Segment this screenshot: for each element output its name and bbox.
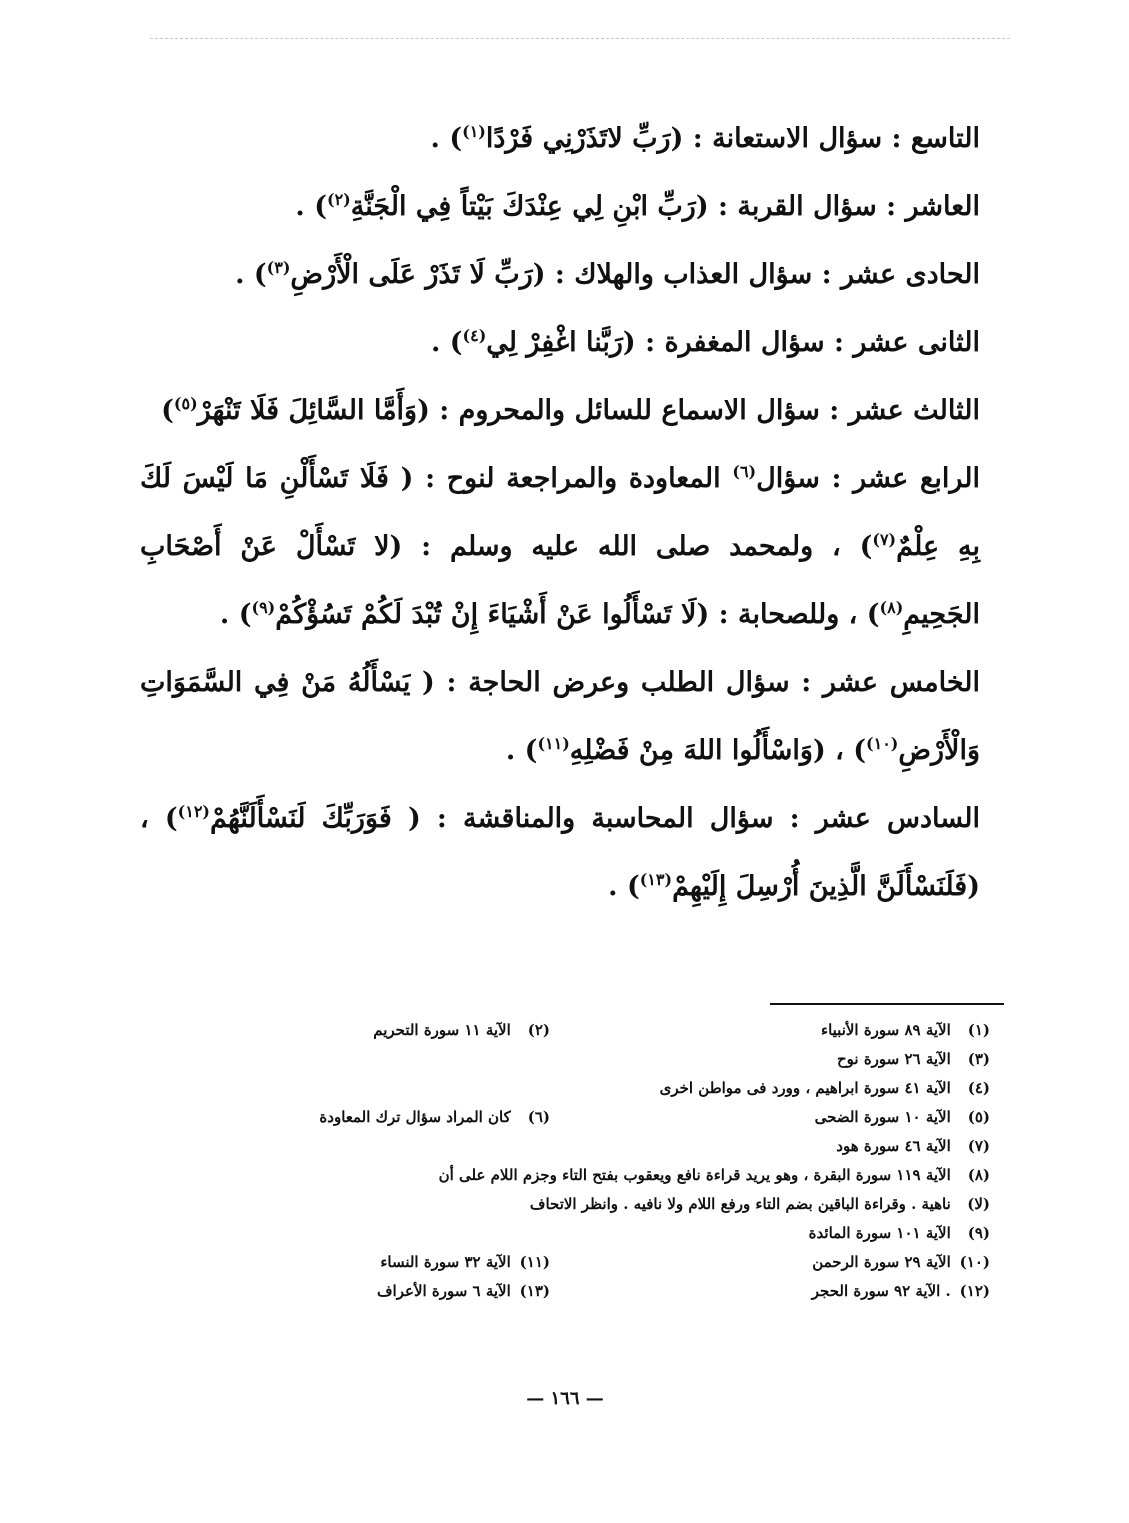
footnote-text: الآية ١١٩ سورة البقرة ، وهو يريد قراءة نافع ويعقوب بفتح التاء وجزم اللام على أن (438, 1166, 951, 1184)
paragraph-text: ) ، وللصحابة : (لَا تَسْأَلُوا عَنْ أَشْيَاءَ إِنْ تُبْدَ لَكُمْ تَسُؤْكُمْ (275, 599, 880, 630)
footnote-text: الآية ٨٩ سورة الأنبياء (821, 1021, 951, 1039)
paragraph-text: الثالث عشر : سؤال الاسماع للسائل والمحروم : (وَأَمَّا السَّائِلَ فَلَا تَنْهَرْ (197, 395, 980, 426)
paragraph-11 (140, 241, 980, 309)
footnote-6 (130, 1103, 550, 1132)
footnote-row (130, 1277, 990, 1306)
footnote-text: كان المراد سؤال ترك المعاودة (319, 1108, 511, 1126)
paragraph-text: الحادى عشر : سؤال العذاب والهلاك : (رَبِّ لَا تَذَرْ عَلَى الْأَرْضِ (290, 259, 980, 290)
footnote-ref: (٢) (327, 190, 351, 209)
footnote-ref: (٨) (879, 598, 904, 617)
footnote-5 (550, 1103, 990, 1132)
footnote-number: (٢) (527, 1021, 550, 1039)
paragraph-text: ) ، (فَلَنَسْأَلَنَّ الَّذِينَ أُرْسِلَ إِلَيْهِمْ (140, 803, 980, 902)
footnote-text: الآية ٢٩ سورة الرحمن (812, 1253, 951, 1271)
footnote-8 (130, 1161, 990, 1190)
footnote-13 (130, 1277, 550, 1306)
paragraph-14 (140, 445, 980, 649)
footnote-ref: (١١) (537, 734, 570, 753)
footnote-12 (550, 1277, 990, 1306)
paragraph-text: الخامس عشر : سؤال الطلب وعرض الحاجة : ( يَسْأَلُهُ مَنْ فِي السَّمَوَاتِ وَالْأَرْضِ (140, 667, 980, 766)
footnote-number: (٩) (967, 1224, 990, 1242)
paragraph-tail: ) . (430, 327, 463, 358)
footnote-ref: (١٢) (177, 802, 210, 821)
footnote-row (130, 1132, 990, 1161)
footnote-ref: (١) (462, 122, 486, 141)
footnote-11 (130, 1248, 550, 1277)
paragraph-tail: ) . (219, 599, 252, 630)
paragraph-tail: ) (161, 395, 174, 426)
footnote-number: (١١) (519, 1253, 550, 1271)
footnote-number: (١) (967, 1021, 990, 1039)
footnote-row (130, 1103, 990, 1132)
paragraph-text: ) ، (وَاسْأَلُوا اللهَ مِنْ فَضْلِهِ (569, 735, 867, 766)
footnote-ref: (٩) (251, 598, 276, 617)
paragraph-text: ) ، ولمحمد صلى الله عليه وسلم : (لا تَسْأَلْ عَنْ أَصْحَابِ الجَحِيمِ (140, 531, 980, 630)
paragraph-15 (140, 649, 980, 785)
footnote-row (130, 1219, 990, 1248)
paragraph-9 (140, 105, 980, 173)
footnote-text: . الآية ٩٢ سورة الحجر (811, 1282, 951, 1300)
paragraph-tail: ) . (295, 191, 327, 222)
paragraph-tail: ) . (608, 871, 640, 902)
footnote-text: الآية ٦ سورة الأعراف (377, 1282, 511, 1300)
top-divider (150, 38, 1010, 39)
footnote-ref: (١٣) (639, 870, 673, 889)
footnote-ref: (٧) (872, 530, 897, 549)
paragraph-tail: ) . (235, 259, 267, 290)
footnote-10 (550, 1248, 990, 1277)
footnote-text: الآية ١٠١ سورة المائدة (808, 1224, 951, 1242)
footnote-ref: (٤) (462, 326, 487, 345)
footnote-3 (550, 1045, 990, 1074)
footnote-text: الآية ١٠ سورة الضحى (814, 1108, 951, 1126)
footnote-number: (٥) (967, 1108, 990, 1126)
paragraph-12 (140, 309, 980, 377)
footnote-4 (130, 1074, 990, 1103)
paragraph-13 (140, 377, 980, 445)
footnote-text: الآية ١١ سورة التحريم (373, 1021, 511, 1039)
footnote-7 (550, 1132, 990, 1161)
footnote-row (130, 1016, 990, 1045)
footnote-ref: (١٠) (866, 734, 899, 753)
main-text (140, 105, 980, 921)
paragraph-text: المعاودة والمراجعة لنوح : ( فَلَا تَسْأَلْنِ مَا لَيْسَ لَكَ بِهِ عِلْمٌ (140, 463, 980, 562)
footnote-ref: (٦) (732, 462, 757, 481)
footnote-number: (٣) (967, 1050, 990, 1068)
footnote-ref: (٥) (173, 394, 198, 413)
paragraph-text: السادس عشر : سؤال المحاسبة والمناقشة : ( فَوَرَبِّكَ لَنَسْأَلَنَّهُمْ (210, 803, 981, 834)
footnote-ref: (٣) (266, 258, 291, 277)
footnote-2 (130, 1016, 550, 1045)
paragraph-text: التاسع : سؤال الاستعانة : (رَبِّ لاتَذَرْنِي فَرْدًا (485, 123, 980, 154)
footnote-9 (550, 1219, 990, 1248)
footnote-1 (550, 1016, 990, 1045)
footnote-number: (٨) (967, 1166, 990, 1184)
footnotes (130, 1016, 990, 1306)
footnote-text: الآية ٣٢ سورة النساء (380, 1253, 511, 1271)
footnote-text: الآية ٤١ سورة ابراهيم ، وورد فى مواطن اخرى (659, 1079, 951, 1097)
footnote-row (130, 1045, 990, 1074)
footnote-number: (لا) (967, 1195, 990, 1213)
footnote-row (130, 1248, 990, 1277)
footnote-number: (٤) (967, 1079, 990, 1097)
paragraph-text: العاشر : سؤال القربة : (رَبِّ ابْنِ لِي عِنْدَكَ بَيْتاً فِي الْجَنَّةِ (350, 191, 980, 222)
footnote-divider (770, 1003, 1004, 1005)
footnote-row (130, 1074, 990, 1103)
footnote-number: (١٠) (959, 1253, 990, 1271)
paragraph-text: الثانى عشر : سؤال المغفرة : (رَبَّنا اغْفِرْ لِي (486, 327, 980, 358)
footnote-number: (١٣) (519, 1282, 550, 1300)
footnote-text: الآية ٤٦ سورة هود (836, 1137, 951, 1155)
paragraph-tail: ) . (430, 123, 463, 154)
paragraph-16 (140, 785, 980, 921)
footnote-row (130, 1161, 990, 1190)
footnote-number: (٧) (967, 1137, 990, 1155)
page-number: — ١٦٦ — (526, 1388, 604, 1409)
footnote-8-continued (130, 1190, 990, 1219)
paragraph-10 (140, 173, 980, 241)
footnote-row (130, 1190, 990, 1219)
paragraph-tail: ) . (505, 735, 538, 766)
paragraph-text: الرابع عشر : سؤال (756, 463, 980, 494)
footnote-text: الآية ٢٦ سورة نوح (836, 1050, 951, 1068)
footnote-number: (١٢) (959, 1282, 990, 1300)
footnote-number: (٦) (527, 1108, 550, 1126)
footnote-text: ناهية . وقراءة الباقين بضم التاء ورفع اللام ولا نافيه . وانظر الاتحاف (529, 1195, 951, 1213)
